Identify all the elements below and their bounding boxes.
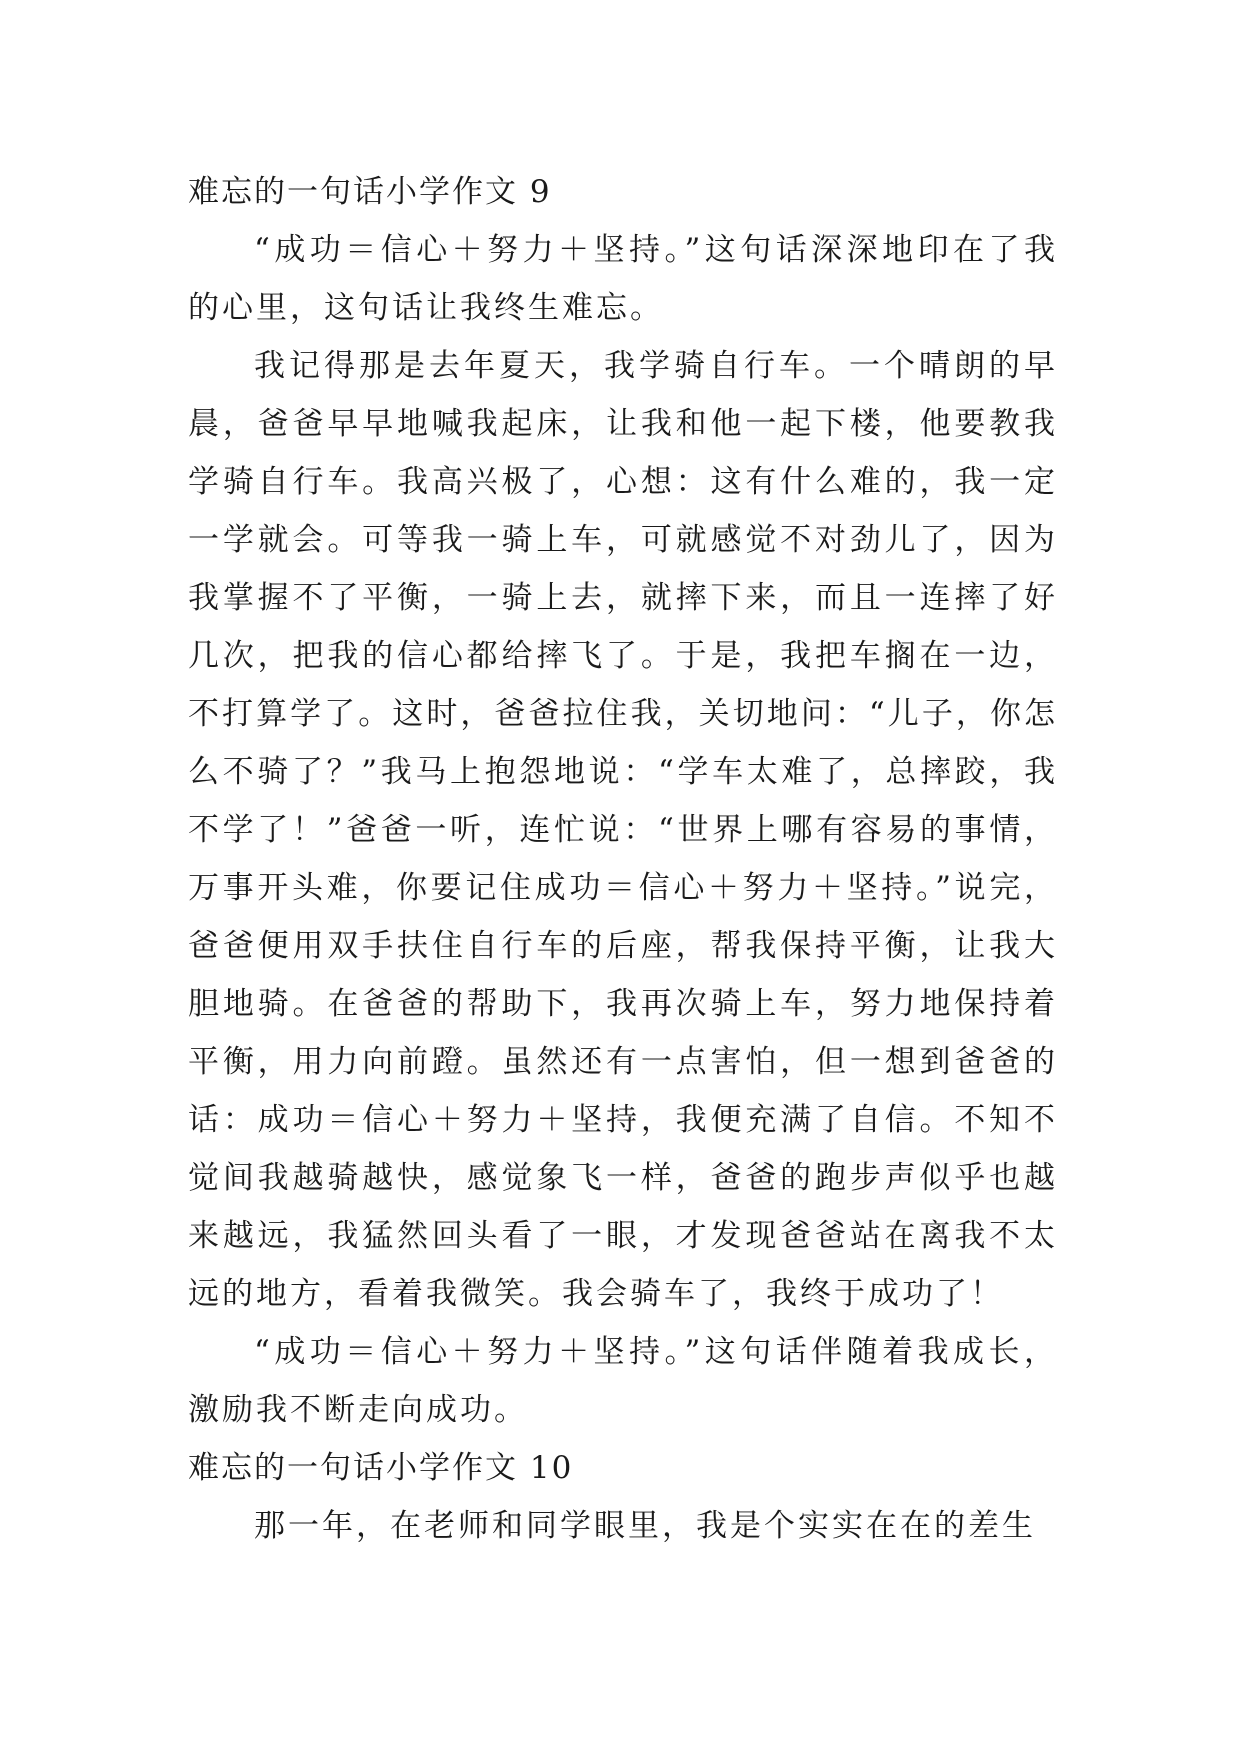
section-heading-9: 难忘的一句话小学作文 9 bbox=[188, 174, 552, 210]
paragraph: 那一年，在老师和同学眼里，我是个实实在在的差生 bbox=[254, 1508, 1036, 1544]
paragraph: “成功＝信心＋努力＋坚持。”这句话深深地印在了我的心里，这句话让我终生难忘。 bbox=[188, 232, 1058, 326]
document-body bbox=[188, 163, 1058, 1555]
section-heading-10: 难忘的一句话小学作文 10 bbox=[188, 1450, 574, 1486]
paragraph: “成功＝信心＋努力＋坚持。”这句话伴随着我成长，激励我不断走向成功。 bbox=[188, 1334, 1058, 1428]
paragraph: 我记得那是去年夏天，我学骑自行车。一个晴朗的早晨，爸爸早早地喊我起床，让我和他一起下楼，他要教我学骑自行车。我高兴极了，心想：这有什么难的，我一定一学就会。可等我一骑上车，可就感觉不对劲儿了，因为我掌握不了平衡，一骑上去，就摔下来，而且一连摔了好几次，把我的信心都给摔飞了。于是，我把车搁在一边，不打算学了。这时，爸爸拉住我，关切地问：“儿子，你怎么不骑了？”我马上抱怨地说：“学车太难了，总摔跤，我不学了！”爸爸一听，连忙说：“世界上哪有容易的事情，万事开头难，你要记住成功＝信心＋努力＋坚持。”说完，爸爸便用双手扶住自行车的后座，帮我保持平衡，让我大胆地骑。在爸爸的帮助下，我再次骑上车，努力地保持着平衡，用力向前蹬。虽然还有一点害怕，但一想到爸爸的话：成功＝信心＋努力＋坚持，我便充满了自信。不知不觉间我越骑越快，感觉象飞一样，爸爸的跑步声似乎也越来越远，我猛然回头看了一眼，才发现爸爸站在离我不太远的地方，看着我微笑。我会骑车了，我终于成功了！ bbox=[188, 348, 1058, 1312]
